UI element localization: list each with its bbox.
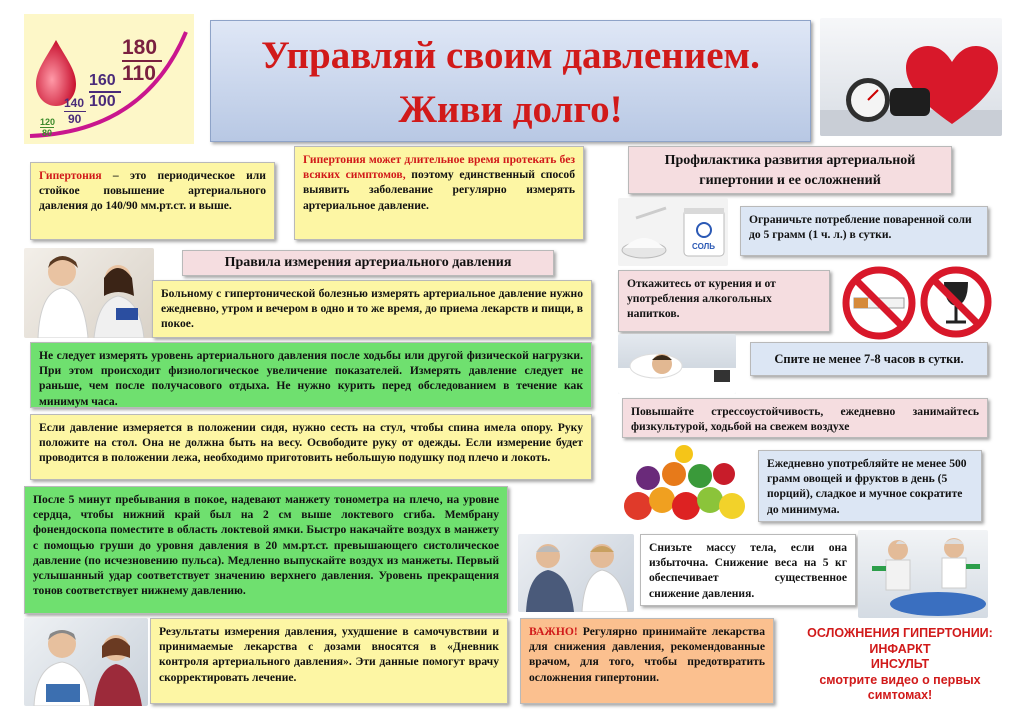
rules-header-text: Правила измерения артериального давления bbox=[224, 255, 512, 270]
warning-text: поэтому единственный способ выявить заболевание регулярно измерять артериальное давление. bbox=[303, 168, 575, 212]
complications-infarct: ИНФАРКТ bbox=[869, 641, 931, 656]
doctor-icon bbox=[24, 618, 148, 706]
exercise-icon bbox=[858, 530, 988, 618]
no-smoking-icon bbox=[840, 264, 918, 342]
stress-advice-text: Повышайте стрессоустойчивость, ежедневно занимайтесь физкультурой, ходьбой на свежем воздухе bbox=[631, 405, 979, 434]
gauge-value-100: 100 bbox=[89, 93, 116, 110]
elderly-patients-photo bbox=[518, 534, 634, 612]
nurse-patient-icon bbox=[24, 248, 154, 338]
smoking-advice bbox=[618, 270, 830, 332]
page-title-line2: Живи долго! bbox=[398, 88, 623, 131]
sleep-advice-text: Спите не менее 7-8 часов в сутки. bbox=[774, 352, 964, 366]
no-alcohol-icon bbox=[918, 264, 994, 340]
rule-1 bbox=[152, 280, 592, 338]
pressure-gauge-graphic bbox=[24, 14, 194, 144]
tonometer-heart-photo bbox=[820, 18, 1002, 136]
heart-icon bbox=[820, 18, 1002, 136]
exercise-photo bbox=[858, 530, 988, 618]
warning-red-text: Гипертония может длительное время протекать без всяких симптомов, bbox=[303, 153, 575, 182]
rule-5-text: Результаты измерения давления, ухудшение в самочувствии и принимаемые лекарства с дозами вносятся в «Дневник контроля артериального давления». Эти данные помогут врачу скорректировать лечение. bbox=[159, 625, 499, 684]
weight-advice bbox=[640, 534, 856, 606]
fruits-icon bbox=[618, 444, 750, 530]
rule-2 bbox=[30, 342, 592, 408]
food-advice-text: Ежедневно употребляйте не менее 500 грамм овощей и фруктов в день (5 порций), сладкое и мучное сократите до минимума. bbox=[767, 457, 967, 516]
elderly-patients-icon bbox=[518, 534, 634, 612]
rule-1-text: Больному с гипертонической болезнью измерять артериальное давление нужно ежедневно, утром и вечером в одно и то же время, до приема лекарств и пищи, в покое. bbox=[161, 287, 583, 331]
smoking-advice-text: Откажитесь от курения и от употребления алкогольных напитков. bbox=[627, 277, 776, 321]
fruits-vegetables-photo bbox=[618, 444, 750, 530]
food-advice bbox=[758, 450, 982, 522]
salt-jar-label: СОЛЬ bbox=[692, 242, 715, 251]
rule-5 bbox=[150, 618, 508, 704]
complications-title: ОСЛОЖНЕНИЯ ГИПЕРТОНИИ: bbox=[807, 626, 993, 640]
gauge-value-110: 110 bbox=[122, 62, 156, 85]
page-title-line1: Управляй своим давлением. bbox=[261, 34, 760, 77]
important-label: ВАЖНО! bbox=[529, 625, 578, 638]
complications-video-link-2[interactable]: симтомах! bbox=[867, 688, 933, 702]
doctor-consultation-photo bbox=[24, 618, 148, 706]
sleeping-man-photo bbox=[618, 334, 736, 394]
gauge-value-140: 140 bbox=[64, 96, 85, 110]
important-advice bbox=[520, 618, 774, 704]
asymptomatic-warning bbox=[294, 146, 584, 240]
prevention-header-text: Профилактика развития артериальной гипертонии и ее осложнений bbox=[664, 153, 916, 188]
complications-stroke: ИНСУЛЬТ bbox=[870, 657, 930, 671]
stress-advice bbox=[622, 398, 988, 438]
rules-header bbox=[182, 250, 554, 276]
sleep-advice bbox=[750, 342, 988, 376]
complications-notice[interactable] bbox=[778, 626, 1022, 716]
gauge-value-80: 80 bbox=[42, 128, 53, 138]
salt-advice bbox=[740, 206, 988, 256]
weight-advice-text: Снизьте массу тела, если она избыточна. Снижение веса на 5 кг обеспечивает существенное снижение давления. bbox=[649, 541, 847, 600]
gauge-value-180: 180 bbox=[122, 36, 158, 59]
sleep-icon bbox=[618, 334, 736, 394]
gauge-value-160: 160 bbox=[89, 72, 116, 89]
definition-text: – это периодическое или стойкое повышение артериального давления до 140/90 мм.рт.ст. и выше. bbox=[39, 169, 266, 213]
rule-3-text: Если давление измеряется в положении сидя, нужно сесть на стул, чтобы спина имела опору. Руку положите на стол. Она не должна быть на весу. Освободите руку от одежды. Если измерение будет проводится в положении лежа, необходимо приготовить небольшую подушку под плечо и локоть. bbox=[39, 421, 583, 465]
complications-video-link[interactable]: смотрите видео о первых bbox=[819, 672, 981, 687]
salt-advice-text: Ограничьте потребление поваренной соли до 5 грамм (1 ч. л.) в сутки. bbox=[749, 213, 972, 242]
definition-term: Гипертония bbox=[39, 169, 102, 182]
rule-2-text: Не следует измерять уровень артериального давления после ходьбы или другой физической нагрузки. При этом происходит физиологическое увеличение показателей. Измерять давление следует не раньше, чем после получасового отдыха. Не нужно курить перед обследованием в течение как минимум часа. bbox=[39, 349, 583, 408]
rule-4 bbox=[24, 486, 508, 614]
hypertension-definition bbox=[30, 162, 275, 240]
salt-photo bbox=[618, 198, 728, 266]
prevention-header bbox=[628, 146, 952, 194]
rule-4-text: После 5 минут пребывания в покое, надевают манжету тонометра на плечо, на уровне сердца, чтобы нижний край был на 2 см выше локтевого сгиба. Мембрану фонендоскопа поместите в область локтевой ямки. Быстро накачайте воздух в манжету с помощью груши до уровня давления в 20 мм.рт.ст. превышающего систолическое давление (по исчезновению пульса). Медленно выпускайте воздух из манжеты. Первый услышанный удар соответствует значению верхнего давления. Уровень прекращения тонов соответствует нижнему давлению. bbox=[33, 493, 499, 598]
important-text: Регулярно принимайте лекарства для снижения давления, рекомендованные врачом, для того, чтобы предотвратить осложнения гипертонии. bbox=[529, 625, 765, 684]
rule-3 bbox=[30, 414, 592, 480]
nurse-measuring-photo bbox=[24, 248, 154, 338]
gauge-value-90: 90 bbox=[68, 112, 82, 126]
page-title-banner bbox=[210, 20, 811, 142]
salt-jar-icon bbox=[618, 198, 728, 266]
gauge-value-120: 120 bbox=[40, 117, 56, 127]
